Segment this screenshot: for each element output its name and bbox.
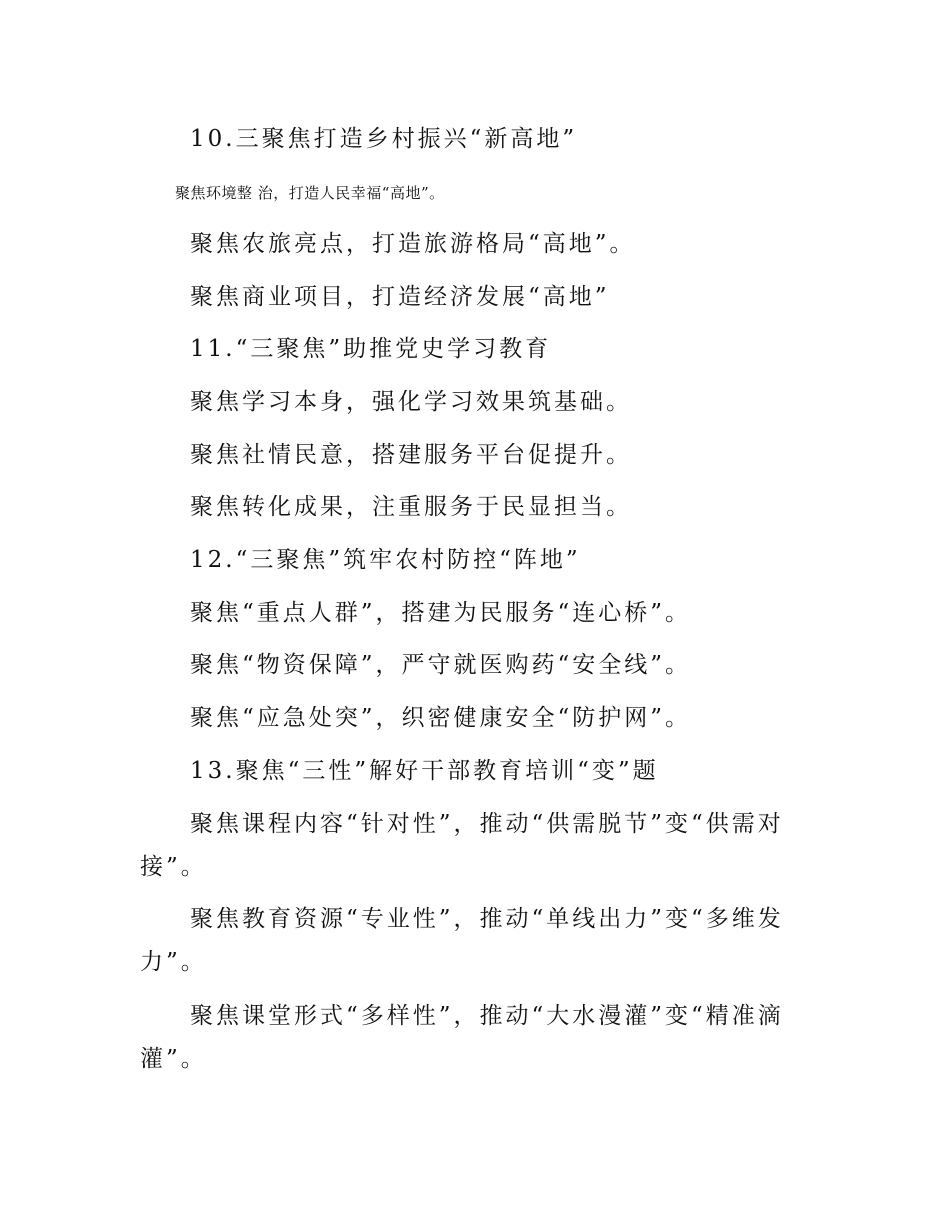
heading-13: 13.聚焦“三性”解好干部教育培训“变”题 xyxy=(190,758,659,784)
paragraph-line: 聚焦农旅亮点，打造旅游格局“高地”。 xyxy=(190,231,636,257)
paragraph-line: 聚焦“应急处突”，织密健康安全“防护网”。 xyxy=(190,705,692,731)
paragraph-line: 聚焦社情民意，搭建服务平台促提升。 xyxy=(190,442,632,468)
paragraph-wrapped: 聚焦课堂形式“多样性”，推动“大水漫灌”变“精准滴灌”。 xyxy=(140,1003,784,1072)
paragraph-line: 聚焦商业项目，打造经济发展“高地” xyxy=(190,284,610,310)
paragraph-wrapped: 聚焦教育资源“专业性”，推动“单线出力”变“多维发力”。 xyxy=(140,906,784,975)
heading-12: 12.“三聚焦”筑牢农村防控“阵地” xyxy=(190,547,581,573)
paragraph-line: 聚焦环境整 治，打造人民幸福“高地”。 xyxy=(175,184,445,202)
paragraph-line: 聚焦“物资保障”，严守就医购药“安全线”。 xyxy=(190,652,692,678)
paragraph-line: 聚焦学习本身，强化学习效果筑基础。 xyxy=(190,389,632,415)
paragraph-wrapped: 聚焦课程内容“针对性”，推动“供需脱节”变“供需对接”。 xyxy=(140,811,784,880)
paragraph-line: 聚焦转化成果，注重服务于民显担当。 xyxy=(190,494,632,520)
heading-10: 10.三聚焦打造乡村振兴“新高地” xyxy=(190,126,578,152)
heading-11: 11.“三聚焦”助推党史学习教育 xyxy=(190,336,552,362)
paragraph-line: 聚焦“重点人群”，搭建为民服务“连心桥”。 xyxy=(190,600,692,626)
